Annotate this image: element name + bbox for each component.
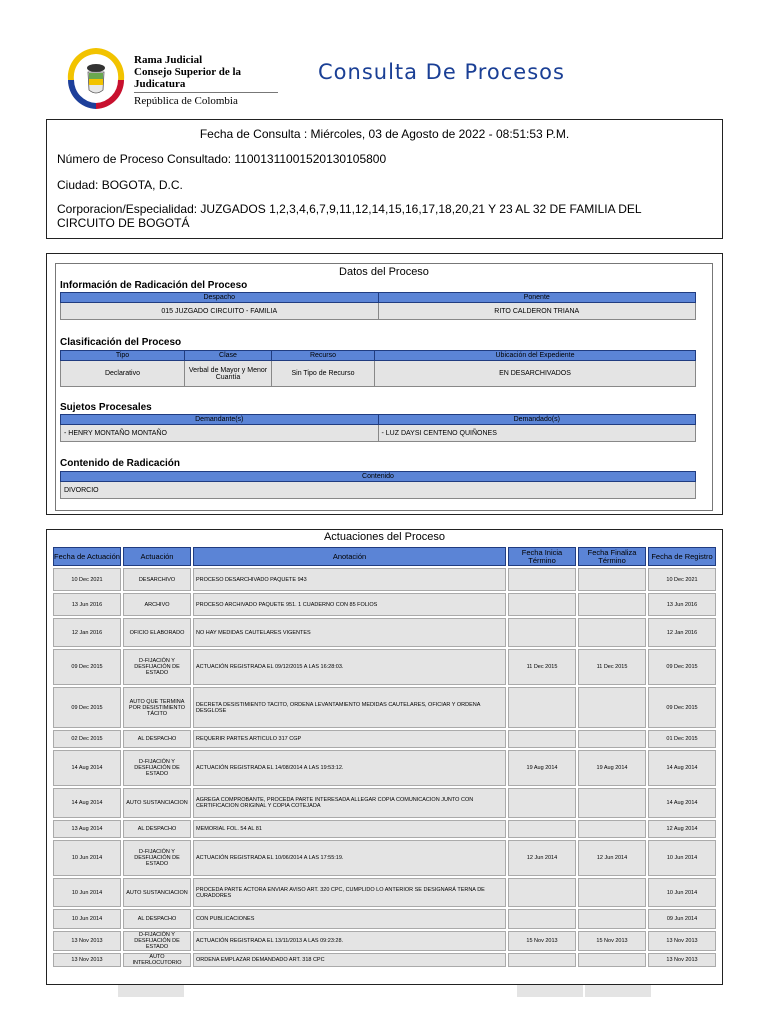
header-demandado: Demandado(s): [378, 415, 696, 425]
fecha-inicia-cell: [508, 618, 576, 647]
app-title: Consulta De Procesos: [318, 60, 565, 84]
ponente-value: RITO CALDERON TRIANA: [378, 303, 696, 320]
fecha-actuacion-cell: 10 Jun 2014: [53, 909, 121, 929]
numero-proceso: Número de Proceso Consultado: 11001311001520130105800: [57, 152, 387, 166]
fecha-registro-cell: 13 Nov 2013: [648, 953, 716, 967]
fecha-inicia-cell: [508, 730, 576, 748]
contenido-value: DIVORCIO: [61, 482, 696, 499]
fecha-finaliza-cell: [578, 909, 646, 929]
actuacion-cell: D-FIJACIÓN Y DESFIJACIÓN DE ESTADO: [123, 750, 191, 786]
fecha-registro-cell: 09 Dec 2015: [648, 687, 716, 728]
fecha-actuacion-cell: 10 Jun 2014: [53, 878, 121, 907]
fecha-inicia-cell: 12 Jun 2014: [508, 840, 576, 876]
fecha-finaliza-cell: 15 Nov 2013: [578, 931, 646, 951]
table-row: [53, 878, 716, 907]
fecha-finaliza-cell: [578, 568, 646, 591]
fecha-registro-cell: 10 Jun 2014: [648, 878, 716, 907]
fecha-finaliza-cell: 12 Jun 2014: [578, 840, 646, 876]
anotacion-cell: NO HAY MEDIDAS CAUTELARES VIGENTES: [193, 618, 506, 647]
table-row: [53, 730, 716, 748]
table-row: [53, 820, 716, 838]
actuacion-cell: AL DESPACHO: [123, 909, 191, 929]
header-recurso: Recurso: [272, 351, 375, 361]
fecha-registro-cell: 12 Jan 2016: [648, 618, 716, 647]
anotacion-cell: ACTUACIÓN REGISTRADA EL 14/08/2014 A LAS 19:53:12.: [193, 750, 506, 786]
fecha-finaliza-cell: [578, 820, 646, 838]
actuacion-cell: AUTO QUE TERMINA POR DESISTIMIENTO TÁCITO: [123, 687, 191, 728]
fecha-registro-cell: 13 Nov 2013: [648, 931, 716, 951]
anotacion-cell: ORDENA EMPLAZAR DEMANDADO ART. 318 CPC: [193, 953, 506, 967]
anotacion-cell: MEMORIAL FOL. 54 AL 81: [193, 820, 506, 838]
fecha-finaliza-cell: [578, 878, 646, 907]
actuacion-cell: AUTO INTERLOCUTORIO: [123, 953, 191, 967]
corporacion-line-1: Corporacion/Especialidad: JUZGADOS 1,2,3,4,6,7,9,11,12,14,15,16,17,18,20,21 Y 23 AL 32 DE FAMILIA DEL: [57, 202, 642, 216]
actuacion-cell: D-FIJACIÓN Y DESFIJACIÓN DE ESTADO: [123, 649, 191, 685]
recurso-value: Sin Tipo de Recurso: [272, 361, 375, 387]
header-ponente: Ponente: [378, 293, 696, 303]
table-row: [53, 593, 716, 616]
actuaciones-box: [46, 529, 723, 985]
fecha-registro-cell: 09 Dec 2015: [648, 649, 716, 685]
fecha-inicia-cell: [508, 953, 576, 967]
demandante-value: - HENRY MONTAÑO MONTAÑO: [61, 425, 379, 442]
page-header: [0, 0, 768, 110]
actuacion-cell: ARCHIVO: [123, 593, 191, 616]
fecha-actuacion-cell: 12 Jan 2016: [53, 618, 121, 647]
header-fecha-finaliza: Fecha Finaliza Término: [578, 547, 646, 566]
fecha-actuacion-cell: 13 Nov 2013: [53, 931, 121, 951]
fecha-inicia-cell: 11 Dec 2015: [508, 649, 576, 685]
tipo-value: Declarativo: [61, 361, 185, 387]
fecha-inicia-cell: [508, 568, 576, 591]
fecha-inicia-cell: [508, 593, 576, 616]
actuacion-cell: D-FIJACIÓN Y DESFIJACIÓN DE ESTADO: [123, 931, 191, 951]
header-fecha-registro: Fecha de Registro: [648, 547, 716, 566]
fecha-registro-cell: 14 Aug 2014: [648, 788, 716, 818]
contenido-table: [60, 471, 696, 499]
actuacion-cell: AL DESPACHO: [123, 820, 191, 838]
fecha-inicia-cell: [508, 909, 576, 929]
fecha-actuacion-cell: 13 Nov 2013: [53, 953, 121, 967]
fecha-registro-cell: 01 Dec 2015: [648, 730, 716, 748]
header-despacho: Despacho: [61, 293, 379, 303]
anotacion-cell: PROCEDA PARTE ACTORA ENVIAR AVISO ART. 320 CPC, CUMPLIDO LO ANTERIOR SE DESIGNARÁ TERNA DE CURADORES: [193, 878, 506, 907]
fecha-actuacion-cell: 10 Jun 2014: [53, 840, 121, 876]
fecha-inicia-cell: [508, 878, 576, 907]
fecha-registro-cell: 13 Jun 2016: [648, 593, 716, 616]
despacho-value: 015 JUZGADO CIRCUITO - FAMILIA: [61, 303, 379, 320]
fecha-finaliza-cell: [578, 953, 646, 967]
clasificacion-title: Clasificación del Proceso: [60, 337, 182, 348]
anotacion-cell: ACTUACIÓN REGISTRADA EL 09/12/2015 A LAS 16:28:03.: [193, 649, 506, 685]
fecha-inicia-cell: [508, 788, 576, 818]
actuaciones-title: Actuaciones del Proceso: [323, 531, 446, 543]
table-row: [53, 649, 716, 685]
consulta-box: [46, 119, 723, 239]
organization-name: [134, 54, 278, 107]
anotacion-cell: REQUERIR PARTES ARTICULO 317 CGP: [193, 730, 506, 748]
fecha-actuacion-cell: 02 Dec 2015: [53, 730, 121, 748]
clase-value: Verbal de Mayor y Menor Cuantía: [185, 361, 272, 387]
actuacion-cell: AUTO SUSTANCIACION: [123, 878, 191, 907]
radicacion-table: [60, 292, 696, 320]
anotacion-cell: DECRETA DESISTIMIENTO TACITO, ORDENA LEVANTAMIENTO MEDIDAS CAUTELARES, OFICIAR Y ORDENA DESGLOSE: [193, 687, 506, 728]
anotacion-cell: AGREGA COMPROBANTE, PROCEDA PARTE INTERESADA ALLEGAR COPIA COMUNICACION JUNTO CON CERTIFICACION ORIGINAL Y COPIA COTEJADA: [193, 788, 506, 818]
fecha-inicia-cell: 19 Aug 2014: [508, 750, 576, 786]
fecha-inicia-cell: [508, 687, 576, 728]
fecha-finaliza-cell: 11 Dec 2015: [578, 649, 646, 685]
clasificacion-table: [60, 350, 696, 387]
table-row: [53, 687, 716, 728]
actuaciones-table: [51, 545, 718, 969]
header-anotacion: Anotación: [193, 547, 506, 566]
header-fecha-inicia: Fecha Inicia Término: [508, 547, 576, 566]
fecha-actuacion-cell: 09 Dec 2015: [53, 687, 121, 728]
anotacion-cell: PROCESO DESARCHIVADO PAQUETE 943: [193, 568, 506, 591]
table-row: [53, 618, 716, 647]
fecha-actuacion-cell: 14 Aug 2014: [53, 750, 121, 786]
fecha-actuacion-cell: 13 Jun 2016: [53, 593, 121, 616]
contenido-title: Contenido de Radicación: [60, 458, 181, 469]
colombia-seal-icon: [66, 46, 126, 110]
fecha-actuacion-cell: 09 Dec 2015: [53, 649, 121, 685]
datos-title: Datos del Proceso: [339, 266, 429, 278]
fecha-consulta: Fecha de Consulta : Miércoles, 03 de Agosto de 2022 - 08:51:53 P.M.: [199, 127, 570, 141]
header-actuacion: Actuación: [123, 547, 191, 566]
fecha-inicia-cell: [508, 820, 576, 838]
anotacion-cell: PROCESO ARCHIVADO PAQUETE 951. 1 CUADERNO CON 85 FOLIOS: [193, 593, 506, 616]
actuacion-cell: AUTO SUSTANCIACION: [123, 788, 191, 818]
fecha-actuacion-cell: 10 Dec 2021: [53, 568, 121, 591]
header-ubicacion: Ubicación del Expediente: [375, 351, 696, 361]
ubicacion-value: EN DESARCHIVADOS: [375, 361, 696, 387]
datos-proceso-box: [46, 253, 723, 515]
fecha-registro-cell: 10 Dec 2021: [648, 568, 716, 591]
fecha-finaliza-cell: [578, 593, 646, 616]
fecha-registro-cell: 12 Aug 2014: [648, 820, 716, 838]
fecha-actuacion-cell: 13 Aug 2014: [53, 820, 121, 838]
actuacion-cell: D-FIJACIÓN Y DESFIJACIÓN DE ESTADO: [123, 840, 191, 876]
table-row: [53, 953, 716, 967]
org-line-3: República de Colombia: [134, 95, 238, 107]
fecha-finaliza-cell: [578, 788, 646, 818]
sujetos-title: Sujetos Procesales: [60, 402, 152, 413]
table-row: [53, 840, 716, 876]
corporacion-line-2: CIRCUITO DE BOGOTÁ: [57, 216, 190, 230]
fecha-registro-cell: 09 Jun 2014: [648, 909, 716, 929]
fecha-finaliza-cell: [578, 687, 646, 728]
fecha-registro-cell: 14 Aug 2014: [648, 750, 716, 786]
table-row: [53, 788, 716, 818]
fecha-actuacion-cell: 14 Aug 2014: [53, 788, 121, 818]
header-fecha-actuacion: Fecha de Actuación: [53, 547, 121, 566]
anotacion-cell: CON PUBLICACIONES: [193, 909, 506, 929]
fecha-finaliza-cell: [578, 730, 646, 748]
header-tipo: Tipo: [61, 351, 185, 361]
fecha-inicia-cell: 15 Nov 2013: [508, 931, 576, 951]
demandado-value: - LUZ DAYSI CENTENO QUIÑONES: [378, 425, 696, 442]
ciudad: Ciudad: BOGOTA, D.C.: [57, 178, 183, 192]
fecha-finaliza-cell: [578, 618, 646, 647]
fecha-finaliza-cell: 19 Aug 2014: [578, 750, 646, 786]
table-row: [53, 931, 716, 951]
org-line-2: Consejo Superior de la Judicatura: [134, 66, 278, 93]
table-row: [53, 909, 716, 929]
table-row: [53, 750, 716, 786]
datos-proceso-panel: [55, 263, 713, 511]
header-clase: Clase: [185, 351, 272, 361]
table-row: [53, 568, 716, 591]
actuacion-cell: DESARCHIVO: [123, 568, 191, 591]
radicacion-title: Información de Radicación del Proceso: [60, 280, 248, 291]
header-contenido: Contenido: [61, 472, 696, 482]
org-line-1: Rama Judicial: [134, 54, 203, 66]
anotacion-cell: ACTUACIÓN REGISTRADA EL 13/11/2013 A LAS 09:23:28.: [193, 931, 506, 951]
header-demandante: Demandante(s): [61, 415, 379, 425]
actuacion-cell: AL DESPACHO: [123, 730, 191, 748]
actuacion-cell: OFICIO ELABORADO: [123, 618, 191, 647]
sujetos-table: [60, 414, 696, 442]
anotacion-cell: ACTUACIÓN REGISTRADA EL 10/06/2014 A LAS 17:55:19.: [193, 840, 506, 876]
fecha-registro-cell: 10 Jun 2014: [648, 840, 716, 876]
